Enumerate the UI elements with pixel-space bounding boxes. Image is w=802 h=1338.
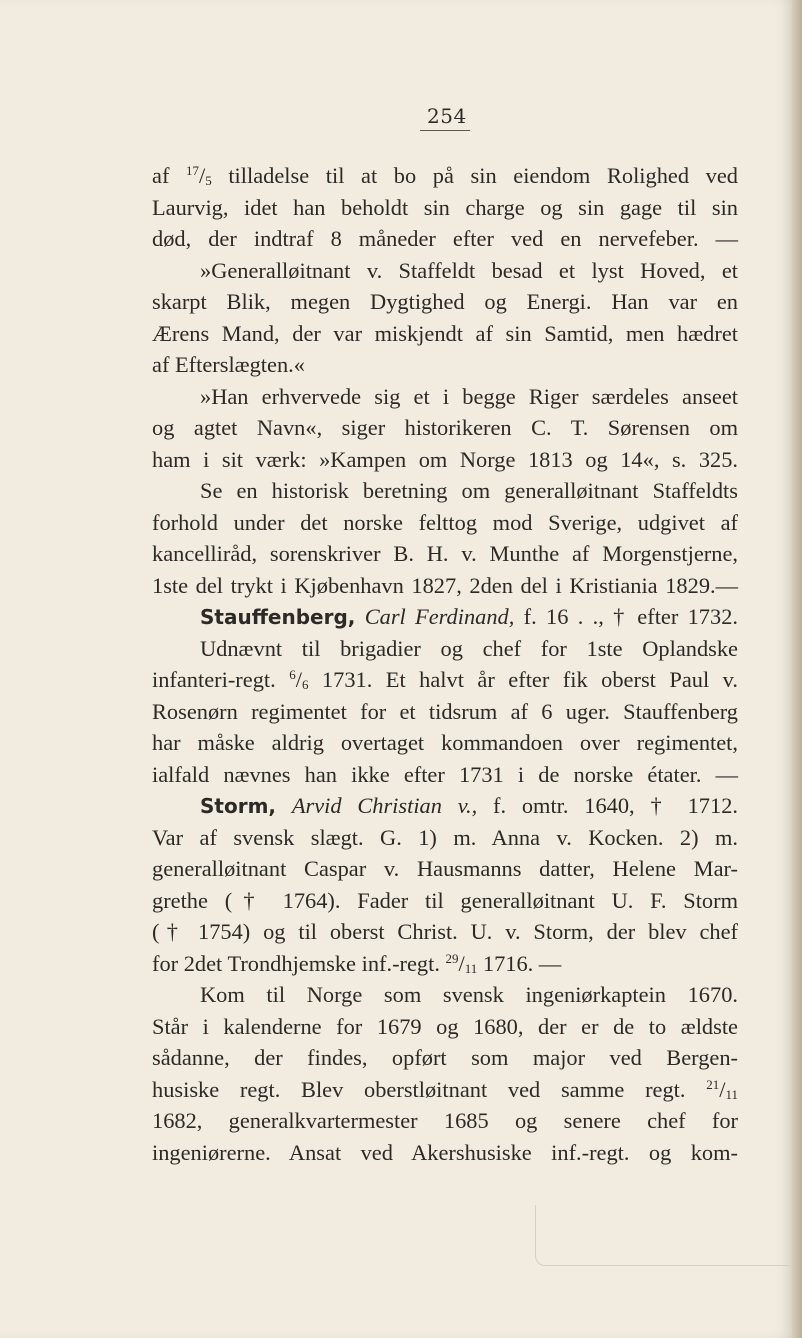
date-day: 29 [445, 950, 459, 966]
text-line: 1682, generalkvartermester 1685 og senere chef for [152, 1108, 738, 1133]
text-line: »Han erhvervede sig et i begge Riger særdeles anseet [200, 383, 738, 409]
text-line: Står i kalenderne for 1679 og 1680, der er de to ældste [152, 1013, 738, 1039]
text-run: f. omtr. 1640, † 1712. [477, 793, 738, 818]
entry-given-names: Carl Ferdinand, [364, 604, 515, 629]
text-run: husiske regt. Blev oberstløitnant ved samme regt. [152, 1076, 707, 1102]
date-month: 11 [464, 960, 478, 976]
text-line: Ærens Mand, der var miskjendt af sin Samtid, men hædret [152, 320, 738, 346]
text-line: Var af svensk slægt. G. 1) m. Anna v. Kocken. 2) m. [152, 824, 738, 850]
date-day: 21 [706, 1076, 720, 1092]
entry-given-names: Arvid Christian v., [291, 793, 478, 818]
text-line: sådanne, der findes, opført som major ved Bergen- [152, 1045, 738, 1070]
text-line: og agtet Navn«, siger historikeren C. T. Sørensen om [152, 415, 738, 440]
text-line [152, 664, 738, 695]
text-run: tilladelse til at bo på sin eiendom Rolighed ved [211, 163, 738, 188]
text-run: / [719, 1076, 726, 1102]
text-run: 1731. Et halvt år efter fik oberst Paul v. [308, 667, 738, 692]
faint-stamp-outline [535, 1205, 793, 1266]
text-line: skarpt Blik, megen Dygtighed og Energi. Han var en [152, 289, 738, 314]
text-line: »Generalløitnant v. Staffeldt besad et lyst Hoved, et [200, 257, 738, 283]
date-day: 17 [186, 163, 199, 178]
text-line: ingeniørerne. Ansat ved Akershusiske inf.-regt. og kom- [152, 1139, 738, 1165]
text-run: for 2det Trondhjemske inf.-regt. [152, 950, 446, 976]
text-run: af [152, 163, 186, 188]
entry-surname: Storm, [200, 794, 277, 818]
text-line [200, 601, 738, 632]
text-line: kancelliråd, sorenskriver B. H. v. Munthe af Morgenstjerne, [152, 541, 738, 566]
text-line: grethe († 1764). Fader til generalløitnant U. F. Storm [152, 887, 738, 913]
text-run: / [295, 667, 302, 692]
date-month: 5 [205, 173, 212, 188]
text-line: af Efterslægten.« [152, 352, 305, 377]
page-number: 254 [427, 104, 467, 128]
text-line: Udnævnt til brigadier og chef for 1ste Oplandske [200, 635, 738, 661]
text-line: forhold under det norske felttog mod Sverige, udgivet af [152, 509, 738, 535]
text-line: ialfald nævnes han ikke efter 1731 i de norske étater. — [152, 761, 738, 787]
text-line: Laurvig, idet han beholdt sin charge og sin gage til sin [152, 194, 738, 220]
text-run: infanteri-regt. [152, 667, 290, 692]
text-run: / [458, 950, 465, 976]
text-run: 1716. — [477, 950, 562, 976]
text-line: Kom til Norge som svensk ingeniørkaptein 1670. [200, 982, 738, 1007]
text-line [152, 160, 738, 191]
text-line: ham i sit værk: »Kampen om Norge 1813 og 14«, s. 325. [152, 446, 738, 472]
entry-surname: Stauffenberg, [200, 605, 356, 629]
text-line: Se en historisk beretning om generalløitnant Staffeldts [200, 478, 738, 503]
text-line [152, 948, 738, 979]
text-run [355, 604, 364, 629]
date-day: 6 [289, 667, 296, 682]
date-month: 11 [725, 1086, 738, 1102]
text-line: Rosenørn regimentet for et tidsrum af 6 uger. Stauffenberg [152, 698, 738, 724]
book-spine-edge [792, 0, 802, 1338]
text-line [200, 790, 738, 821]
text-line: († 1754) og til oberst Christ. U. v. Storm, der blev chef [152, 919, 738, 944]
text-line: død, der indtraf 8 måneder efter ved en nervefeber. — [152, 226, 738, 251]
text-line [152, 1074, 738, 1105]
date-month: 6 [301, 677, 309, 692]
text-run: / [199, 163, 206, 188]
text-run [276, 793, 292, 818]
text-run: f. 16 . ., † efter 1732. [514, 604, 738, 629]
text-line: har måske aldrig overtaget kommandoen over regimentet, [152, 730, 738, 755]
page-number-underline [420, 130, 470, 131]
text-line: generalløitnant Caspar v. Hausmanns datter, Helene Mar- [152, 856, 738, 881]
text-line: 1ste del trykt i Kjøbenhavn 1827, 2den del i Kristiania 1829.— [152, 572, 738, 598]
